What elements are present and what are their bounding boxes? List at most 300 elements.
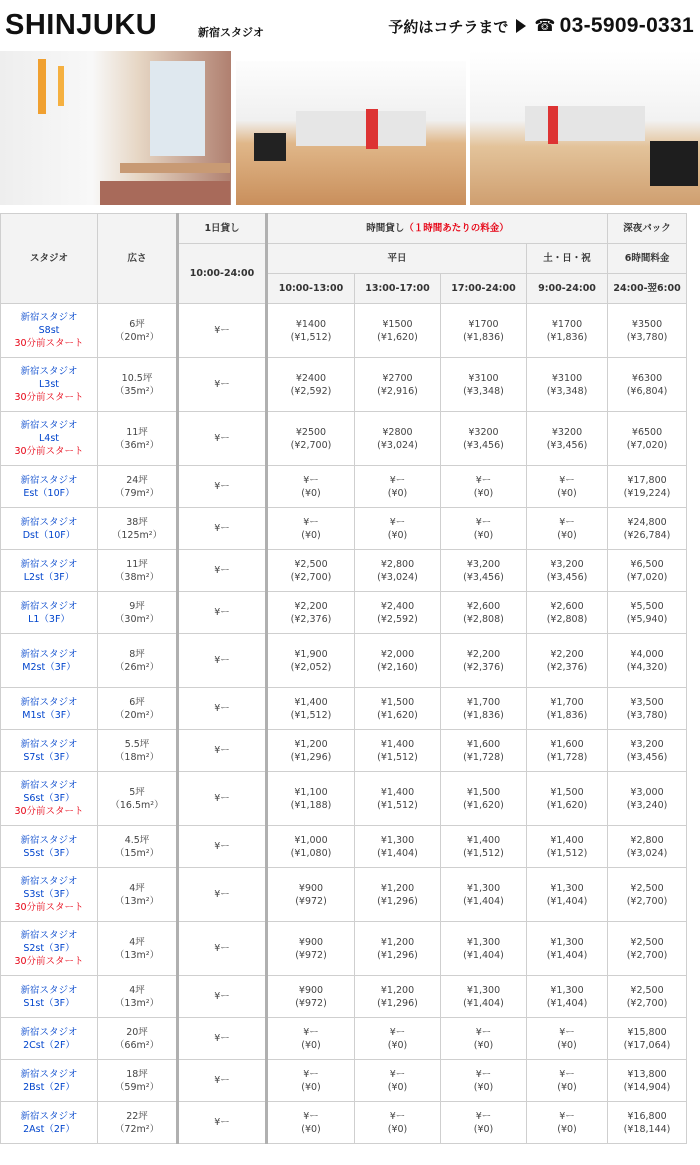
size-cell: [98, 922, 178, 976]
header-time-2: 13:00-17:00: [355, 274, 441, 304]
price-cell: [355, 412, 441, 466]
price-tax-included: (¥1,404): [546, 895, 588, 907]
price-cell: [527, 550, 608, 592]
table-row: [1, 688, 687, 730]
price-value: ¥13,800: [627, 1068, 667, 1080]
table-row: [1, 922, 687, 976]
size-cell: [98, 304, 178, 358]
price-cell: [441, 304, 527, 358]
price-cell: [441, 508, 527, 550]
price-value: ¥900: [298, 984, 324, 996]
price-cell: [608, 634, 687, 688]
price-value: ¥1,200: [380, 936, 415, 948]
studio-code-link[interactable]: Est（10F）: [23, 487, 75, 499]
studio-code-link[interactable]: L3st: [38, 379, 59, 390]
day-rental-price: ¥ー: [214, 379, 230, 390]
header-size: 広さ: [98, 214, 178, 304]
studio-name-link[interactable]: 新宿スタジオ: [20, 558, 78, 570]
price-value: ¥ー: [389, 1110, 406, 1122]
price-cell: [355, 688, 441, 730]
day-rental-price: ¥ー: [214, 523, 230, 534]
size-tsubo: 4.5坪: [124, 834, 150, 846]
price-cell: [527, 730, 608, 772]
size-cell: [98, 688, 178, 730]
price-tax-included: (¥1,296): [377, 997, 418, 1009]
price-tax-included: (¥0): [301, 1123, 321, 1135]
day-rental-cell: [178, 1102, 267, 1144]
day-rental-cell: [178, 1060, 267, 1102]
price-cell: [608, 1018, 687, 1060]
price-value: ¥1,500: [550, 786, 584, 798]
price-cell: [527, 592, 608, 634]
price-value: ¥1,700: [550, 696, 584, 708]
price-cell: [355, 976, 441, 1018]
price-tax-included: (¥1,728): [463, 751, 504, 763]
price-value: ¥ー: [475, 516, 492, 528]
price-value: ¥1,300: [466, 882, 501, 894]
price-cell: [608, 358, 687, 412]
studio-name-link[interactable]: 新宿スタジオ: [20, 474, 78, 486]
header-hourly: [267, 214, 608, 244]
studio-code-link[interactable]: S5st（3F）: [23, 847, 75, 859]
day-rental-cell: [178, 1018, 267, 1060]
table-row: [1, 772, 687, 826]
size-tsubo: 6坪: [129, 696, 145, 708]
day-rental-price: ¥ー: [214, 943, 230, 954]
size-tsubo: 4坪: [129, 984, 145, 996]
price-tax-included: (¥3,780): [626, 331, 668, 343]
price-value: ¥1,300: [466, 984, 501, 996]
price-value: ¥3200: [551, 426, 583, 438]
day-rental-cell: [178, 304, 267, 358]
price-tax-included: (¥1,080): [290, 847, 332, 859]
price-value: ¥3,200: [550, 558, 584, 570]
price-cell: [608, 922, 687, 976]
size-area: （20m²）: [114, 709, 160, 721]
price-value: ¥6,500: [630, 558, 664, 570]
price-value: ¥3200: [468, 426, 499, 438]
size-tsubo: 5坪: [129, 786, 145, 798]
price-tax-included: (¥1,728): [546, 751, 588, 763]
day-rental-cell: [178, 508, 267, 550]
price-cell: [608, 304, 687, 358]
price-cell: [527, 508, 608, 550]
price-tax-included: (¥0): [387, 1123, 408, 1135]
price-tax-included: (¥2,592): [377, 613, 418, 625]
day-rental-price: ¥ー: [214, 703, 230, 714]
size-area: （66m²）: [114, 1039, 160, 1051]
size-cell: [98, 1018, 178, 1060]
price-value: ¥ー: [303, 1068, 319, 1080]
studio-code-link[interactable]: S8st: [38, 325, 60, 336]
price-cell: [267, 826, 355, 868]
price-tax-included: (¥0): [473, 1039, 494, 1051]
price-tax-included: (¥2,700): [626, 895, 668, 907]
studio-code-link[interactable]: S7st（3F）: [23, 751, 75, 763]
price-tax-included: (¥1,404): [546, 997, 588, 1009]
price-tax-included: (¥0): [473, 1123, 494, 1135]
size-tsubo: 11坪: [126, 558, 148, 570]
price-cell: [267, 508, 355, 550]
price-value: ¥3,200: [466, 558, 501, 570]
price-value: ¥ー: [389, 1026, 406, 1038]
studio-code-link[interactable]: S6st（3F）: [23, 793, 75, 804]
price-cell: [441, 358, 527, 412]
price-tax-included: (¥2,700): [626, 949, 668, 961]
price-cell: [267, 688, 355, 730]
size-cell: [98, 976, 178, 1018]
studio-cell: [1, 508, 98, 550]
price-value: ¥2,200: [294, 600, 328, 612]
price-cell: [355, 358, 441, 412]
price-tax-included: (¥0): [557, 1123, 577, 1135]
studio-cell: [1, 922, 98, 976]
header-weekend: 土・日・祝: [527, 244, 608, 274]
size-cell: [98, 730, 178, 772]
price-tax-included: (¥1,296): [377, 949, 418, 961]
price-value: ¥ー: [303, 474, 319, 486]
price-tax-included: (¥1,512): [546, 847, 588, 859]
price-tax-included: (¥972): [295, 949, 327, 961]
price-value: ¥ー: [389, 1068, 406, 1080]
price-tax-included: (¥5,940): [626, 613, 668, 625]
price-tax-included: (¥0): [301, 1081, 321, 1093]
header-latenight-sub: 6時間料金: [608, 244, 687, 274]
header-hourly-note: （１時間あたりの料金）: [404, 223, 509, 234]
studio-code-link[interactable]: L1（3F）: [28, 613, 70, 625]
price-value: ¥900: [298, 882, 324, 894]
studio-code-link[interactable]: S1st（3F）: [23, 997, 75, 1009]
price-cell: [267, 772, 355, 826]
price-cell: [608, 868, 687, 922]
studio-photo-lobby: [0, 51, 231, 205]
price-cell: [527, 304, 608, 358]
size-cell: [98, 550, 178, 592]
price-cell: [527, 1018, 608, 1060]
day-rental-cell: [178, 922, 267, 976]
size-tsubo: 38坪: [126, 516, 148, 528]
price-value: ¥2,500: [630, 936, 664, 948]
studio-note: 30分前スタート: [14, 392, 84, 403]
price-value: ¥2,500: [294, 558, 328, 570]
studio-name-link[interactable]: 新宿スタジオ: [20, 516, 78, 528]
studio-code-link[interactable]: Dst（10F）: [22, 529, 76, 541]
size-cell: [98, 592, 178, 634]
studio-name-link[interactable]: 新宿スタジオ: [20, 834, 78, 846]
studio-name-link[interactable]: 新宿スタジオ: [20, 876, 78, 887]
studio-code-link[interactable]: S2st（3F）: [23, 943, 75, 954]
price-value: ¥6300: [631, 372, 663, 384]
price-tax-included: (¥3,024): [377, 571, 418, 583]
price-tax-included: (¥2,808): [463, 613, 504, 625]
price-value: ¥ー: [559, 516, 575, 528]
price-tax-included: (¥3,024): [377, 439, 418, 451]
header-hourly-label: 時間貸し: [366, 223, 405, 234]
size-tsubo: 4坪: [129, 936, 145, 948]
price-cell: [441, 1102, 527, 1144]
price-cell: [608, 772, 687, 826]
day-rental-cell: [178, 826, 267, 868]
header-day-rental-time: 10:00-24:00: [178, 244, 267, 304]
day-rental-price: ¥ー: [214, 745, 230, 756]
price-value: ¥ー: [389, 474, 406, 486]
day-rental-cell: [178, 466, 267, 508]
studio-name-link[interactable]: 新宿スタジオ: [20, 696, 78, 708]
size-area: （13m²）: [114, 997, 160, 1009]
size-area: （20m²）: [114, 331, 160, 343]
size-tsubo: 4坪: [129, 882, 145, 894]
header-time-5: 24:00-翌6:00: [608, 274, 687, 304]
price-cell: [355, 1102, 441, 1144]
price-value: ¥1,300: [550, 882, 584, 894]
price-value: ¥ー: [303, 1110, 319, 1122]
contact-label: 予約はコチラまで: [388, 17, 509, 36]
price-tax-included: (¥3,348): [546, 385, 588, 397]
price-cell: [608, 592, 687, 634]
price-cell: [267, 730, 355, 772]
price-tax-included: (¥2,376): [463, 661, 504, 673]
price-value: ¥2,200: [550, 648, 584, 660]
studio-code-link[interactable]: 2Cst（2F）: [23, 1039, 75, 1051]
size-cell: [98, 1102, 178, 1144]
size-area: （13m²）: [114, 949, 160, 961]
table-row: [1, 1018, 687, 1060]
price-value: ¥4,000: [630, 648, 664, 660]
price-value: ¥1700: [551, 318, 583, 330]
size-tsubo: 11坪: [126, 426, 148, 438]
price-tax-included: (¥1,512): [290, 331, 332, 343]
price-value: ¥2800: [382, 426, 413, 438]
day-rental-cell: [178, 412, 267, 466]
studio-cell: [1, 1018, 98, 1060]
price-tax-included: (¥19,224): [623, 487, 671, 499]
price-value: ¥2500: [295, 426, 327, 438]
header-time-4: 9:00-24:00: [527, 274, 608, 304]
price-value: ¥ー: [475, 474, 492, 486]
size-area: （35m²）: [114, 385, 160, 397]
price-value: ¥3,500: [630, 696, 664, 708]
price-cell: [355, 466, 441, 508]
header-time-1: 10:00-13:00: [267, 274, 355, 304]
price-value: ¥1,700: [466, 696, 501, 708]
day-rental-cell: [178, 634, 267, 688]
price-cell: [527, 826, 608, 868]
price-tax-included: (¥1,188): [290, 799, 332, 811]
studio-name-link[interactable]: 新宿スタジオ: [20, 1110, 78, 1122]
price-tax-included: (¥0): [473, 529, 494, 541]
price-cell: [267, 466, 355, 508]
studio-name-link[interactable]: 新宿スタジオ: [20, 312, 78, 323]
price-tax-included: (¥0): [387, 1039, 408, 1051]
table-row: [1, 550, 687, 592]
price-value: ¥1,500: [380, 696, 415, 708]
price-value: ¥2,000: [380, 648, 415, 660]
price-cell: [441, 976, 527, 1018]
studio-cell: [1, 634, 98, 688]
price-value: ¥1,200: [380, 984, 415, 996]
page-header: [0, 0, 700, 50]
price-tax-included: (¥1,404): [546, 949, 588, 961]
price-value: ¥1,500: [466, 786, 501, 798]
price-tax-included: (¥1,404): [377, 847, 418, 859]
price-cell: [527, 976, 608, 1018]
price-cell: [527, 358, 608, 412]
price-tax-included: (¥1,620): [377, 709, 418, 721]
table-row: [1, 634, 687, 688]
price-tax-included: (¥1,404): [463, 895, 504, 907]
price-tax-included: (¥2,808): [546, 613, 588, 625]
studio-code-link[interactable]: L2st（3F）: [23, 571, 75, 583]
price-tax-included: (¥2,916): [377, 385, 418, 397]
price-tax-included: (¥0): [387, 1081, 408, 1093]
price-value: ¥16,800: [627, 1110, 667, 1122]
studio-cell: [1, 592, 98, 634]
price-tax-included: (¥0): [557, 1039, 577, 1051]
price-tax-included: (¥1,512): [377, 799, 418, 811]
price-value: ¥1,300: [466, 936, 501, 948]
price-tax-included: (¥0): [473, 487, 494, 499]
price-cell: [355, 1060, 441, 1102]
studio-name-link[interactable]: 新宿スタジオ: [20, 366, 78, 377]
size-area: （38m²）: [114, 571, 160, 583]
price-tax-included: (¥1,620): [463, 799, 504, 811]
size-area: （16.5m²）: [110, 799, 164, 811]
table-row: [1, 412, 687, 466]
price-cell: [267, 976, 355, 1018]
price-tax-included: (¥0): [473, 1081, 494, 1093]
price-tax-included: (¥3,780): [626, 709, 668, 721]
price-cell: [355, 922, 441, 976]
studio-cell: [1, 976, 98, 1018]
studio-code-link[interactable]: 2Ast（2F）: [23, 1123, 75, 1135]
studio-cell: [1, 550, 98, 592]
price-cell: [267, 592, 355, 634]
studio-photo-3: [470, 51, 700, 205]
studio-name-link[interactable]: 新宿スタジオ: [20, 738, 78, 750]
contact-block: [388, 14, 694, 38]
studio-note: 30分前スタート: [14, 446, 84, 457]
studio-note: 30分前スタート: [14, 338, 84, 349]
price-table: [0, 213, 687, 1144]
day-rental-price: ¥ー: [214, 1033, 230, 1044]
price-cell: [608, 730, 687, 772]
size-area: （125m²）: [111, 529, 163, 541]
studio-note: 30分前スタート: [14, 806, 84, 817]
studio-cell: [1, 868, 98, 922]
price-tax-included: (¥1,404): [463, 997, 504, 1009]
price-tax-included: (¥3,456): [546, 571, 588, 583]
price-value: ¥1,000: [294, 834, 328, 846]
studio-name-link[interactable]: 新宿スタジオ: [20, 930, 78, 941]
price-cell: [267, 634, 355, 688]
price-value: ¥2,500: [630, 984, 664, 996]
price-cell: [441, 826, 527, 868]
studio-cell: [1, 1060, 98, 1102]
studio-photos: [0, 51, 700, 205]
price-cell: [355, 592, 441, 634]
table-row: [1, 826, 687, 868]
price-tax-included: (¥0): [557, 529, 577, 541]
price-value: ¥ー: [303, 516, 319, 528]
studio-name-link[interactable]: 新宿スタジオ: [20, 1026, 78, 1038]
price-value: ¥3,000: [630, 786, 664, 798]
price-cell: [267, 358, 355, 412]
price-cell: [608, 1060, 687, 1102]
price-tax-included: (¥1,836): [463, 709, 504, 721]
price-value: ¥ー: [475, 1026, 492, 1038]
price-cell: [355, 550, 441, 592]
size-cell: [98, 1060, 178, 1102]
size-area: （36m²）: [114, 439, 160, 451]
phone-icon: ☎: [534, 16, 556, 36]
studio-code-link[interactable]: S3st（3F）: [23, 889, 75, 900]
price-tax-included: (¥1,296): [377, 895, 418, 907]
price-value: ¥900: [298, 936, 324, 948]
price-cell: [441, 592, 527, 634]
table-row: [1, 508, 687, 550]
size-cell: [98, 412, 178, 466]
phone-number-link[interactable]: 03-5909-0331: [559, 14, 694, 37]
price-tax-included: (¥17,064): [623, 1039, 671, 1051]
studio-name-link[interactable]: 新宿スタジオ: [20, 1068, 78, 1080]
studio-name-link[interactable]: 新宿スタジオ: [20, 780, 78, 791]
price-value: ¥1,900: [294, 648, 328, 660]
studio-name-link[interactable]: 新宿スタジオ: [20, 648, 78, 660]
size-cell: [98, 466, 178, 508]
price-value: ¥1,600: [550, 738, 584, 750]
table-row: [1, 1060, 687, 1102]
day-rental-price: ¥ー: [214, 565, 230, 576]
price-tax-included: (¥0): [301, 529, 321, 541]
day-rental-cell: [178, 772, 267, 826]
studio-code-link[interactable]: M1st（3F）: [22, 709, 76, 721]
price-tax-included: (¥2,700): [290, 439, 332, 451]
price-cell: [441, 1060, 527, 1102]
studio-code-link[interactable]: 2Bst（2F）: [23, 1081, 75, 1093]
price-cell: [267, 922, 355, 976]
studio-name-link[interactable]: 新宿スタジオ: [20, 600, 78, 612]
price-value: ¥2,600: [466, 600, 501, 612]
size-area: （59m²）: [114, 1081, 160, 1093]
size-tsubo: 9坪: [129, 600, 145, 612]
price-cell: [608, 466, 687, 508]
price-tax-included: (¥6,804): [626, 385, 668, 397]
studio-code-link[interactable]: M2st（3F）: [22, 661, 76, 673]
studio-name-link[interactable]: 新宿スタジオ: [20, 420, 78, 431]
price-value: ¥2,800: [380, 558, 415, 570]
size-cell: [98, 826, 178, 868]
price-table-wrapper: [0, 213, 700, 1144]
studio-code-link[interactable]: L4st: [38, 433, 59, 444]
studio-cell: [1, 772, 98, 826]
size-cell: [98, 868, 178, 922]
day-rental-price: ¥ー: [214, 325, 230, 336]
price-value: ¥1500: [382, 318, 413, 330]
price-table-body: [1, 304, 687, 1144]
price-value: ¥1,300: [380, 834, 415, 846]
price-tax-included: (¥2,592): [290, 385, 332, 397]
size-area: （15m²）: [114, 847, 160, 859]
price-value: ¥1700: [468, 318, 499, 330]
size-area: （18m²）: [114, 751, 160, 763]
size-tsubo: 20坪: [126, 1026, 148, 1038]
price-value: ¥1,300: [550, 936, 584, 948]
price-cell: [441, 868, 527, 922]
price-cell: [527, 466, 608, 508]
price-tax-included: (¥1,296): [290, 751, 332, 763]
price-cell: [267, 1102, 355, 1144]
studio-name-link[interactable]: 新宿スタジオ: [20, 984, 78, 996]
